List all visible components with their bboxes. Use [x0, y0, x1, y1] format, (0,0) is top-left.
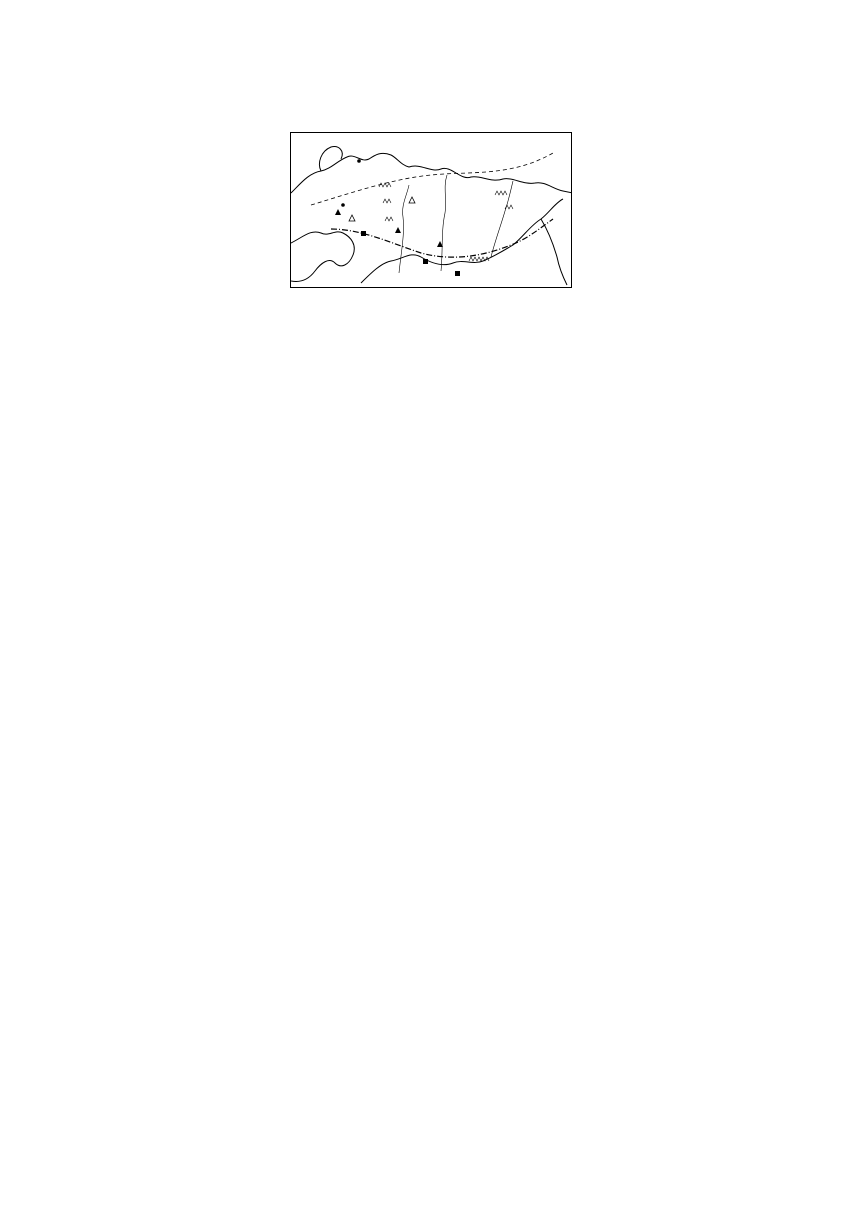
gas-marker — [349, 215, 355, 221]
southern-border — [361, 199, 563, 283]
section-subtitle — [78, 106, 790, 128]
coal-marker — [423, 259, 428, 264]
ob-river — [399, 185, 409, 273]
murmansk-dot — [357, 159, 361, 163]
ural-mountains — [379, 183, 393, 221]
west-coastline — [291, 232, 354, 282]
map-svg — [291, 133, 572, 288]
document-page — [78, 84, 790, 304]
moscow-dot — [341, 203, 345, 207]
section-title — [78, 84, 790, 106]
coal-marker — [455, 271, 460, 276]
russia-resource-map — [290, 132, 572, 304]
oil-marker — [395, 227, 401, 233]
kola-peninsula — [319, 147, 342, 171]
map-frame — [290, 132, 572, 288]
north-coastline — [291, 153, 572, 193]
arctic-circle-line — [311, 153, 553, 205]
gas-marker — [409, 197, 415, 203]
map-legend — [304, 292, 333, 364]
coal-marker — [361, 231, 366, 236]
iron-marker — [335, 209, 341, 215]
eastern-mountains — [469, 191, 513, 261]
east-coastline — [541, 219, 567, 285]
